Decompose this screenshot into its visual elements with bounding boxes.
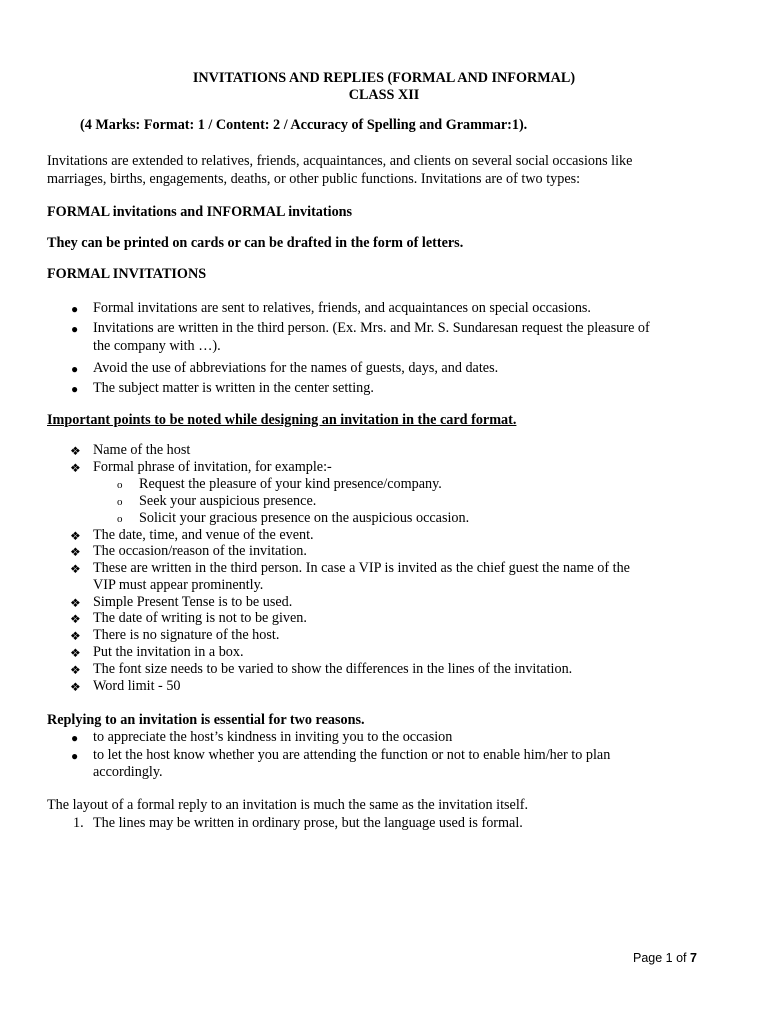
- list-item: The occasion/reason of the invitation.: [93, 543, 307, 559]
- sub-list-item: Seek your auspicious presence.: [139, 493, 317, 509]
- list-item: VIP must appear prominently.: [93, 577, 264, 593]
- list-item: Simple Present Tense is to be used.: [93, 594, 293, 610]
- list-item: The font size needs to be varied to show the differences in the lines of the invitation.: [93, 661, 573, 677]
- list-item: The subject matter is written in the center setting.: [93, 380, 374, 396]
- circle-bullet-icon: o: [117, 479, 123, 491]
- list-item: Name of the host: [93, 442, 191, 458]
- marks-line: (4 Marks: Format: 1 / Content: 2 / Accuracy of Spelling and Grammar:1).: [80, 117, 528, 133]
- bullet-icon: ●: [71, 322, 79, 336]
- bullet-icon: ●: [71, 731, 79, 745]
- class-subtitle: CLASS XII: [348, 87, 420, 103]
- formal-heading: FORMAL INVITATIONS: [47, 266, 207, 282]
- diamond-bullet-icon: ❖: [70, 529, 81, 543]
- page-number: [633, 951, 697, 965]
- list-item: Word limit - 50: [93, 678, 181, 694]
- list-item: Put the invitation in a box.: [93, 644, 244, 660]
- document-title: INVITATIONS AND REPLIES (FORMAL AND INFORMAL): [192, 70, 576, 86]
- bullet-icon: ●: [71, 362, 79, 376]
- list-item: Invitations are written in the third person. (Ex. Mrs. and Mr. S. Sundaresan request the pleasure of: [93, 320, 650, 336]
- sub-list-item: Request the pleasure of your kind presence/company.: [139, 476, 442, 492]
- printed-heading: They can be printed on cards or can be drafted in the form of letters.: [47, 235, 464, 251]
- circle-bullet-icon: o: [117, 513, 123, 525]
- layout-paragraph: The layout of a formal reply to an invitation is much the same as the invitation itself.: [47, 797, 529, 813]
- list-item: accordingly.: [93, 764, 163, 780]
- diamond-bullet-icon: ❖: [70, 646, 81, 660]
- list-item: The date, time, and venue of the event.: [93, 527, 314, 543]
- list-number: 1.: [73, 815, 84, 831]
- intro-line: marriages, births, engagements, deaths, or other public functions. Invitations are of two types:: [47, 171, 581, 187]
- diamond-bullet-icon: ❖: [70, 663, 81, 677]
- list-item: to appreciate the host’s kindness in inviting you to the occasion: [93, 729, 453, 745]
- list-item: Formal invitations are sent to relatives, friends, and acquaintances on special occasions.: [93, 300, 591, 316]
- diamond-bullet-icon: ❖: [70, 680, 81, 694]
- diamond-bullet-icon: ❖: [70, 444, 81, 458]
- diamond-bullet-icon: ❖: [70, 461, 81, 475]
- bullet-icon: ●: [71, 382, 79, 396]
- bullet-icon: ●: [71, 749, 79, 763]
- list-item: The date of writing is not to be given.: [93, 610, 307, 626]
- numbered-item: The lines may be written in ordinary prose, but the language used is formal.: [93, 815, 523, 831]
- reply-heading: Replying to an invitation is essential for two reasons.: [47, 712, 365, 728]
- sub-list-item: Solicit your gracious presence on the auspicious occasion.: [139, 510, 470, 526]
- list-item: These are written in the third person. In case a VIP is invited as the chief guest the name of the: [93, 560, 630, 576]
- diamond-bullet-icon: ❖: [70, 596, 81, 610]
- types-heading: FORMAL invitations and INFORMAL invitations: [47, 204, 353, 220]
- card-format-heading: Important points to be noted while designing an invitation in the card format.: [47, 412, 517, 428]
- list-item: to let the host know whether you are attending the function or not to enable him/her to plan: [93, 747, 611, 763]
- circle-bullet-icon: o: [117, 496, 123, 508]
- list-item: There is no signature of the host.: [93, 627, 280, 643]
- page-total: 7: [690, 951, 697, 965]
- diamond-bullet-icon: ❖: [70, 612, 81, 626]
- diamond-bullet-icon: ❖: [70, 545, 81, 559]
- page-label: Page 1 of: [633, 951, 690, 965]
- diamond-bullet-icon: ❖: [70, 629, 81, 643]
- bullet-icon: ●: [71, 302, 79, 316]
- list-item: the company with …).: [93, 338, 221, 354]
- list-item: Avoid the use of abbreviations for the names of guests, days, and dates.: [93, 360, 499, 376]
- intro-line: Invitations are extended to relatives, friends, acquaintances, and clients on several social occasions like: [47, 153, 633, 169]
- diamond-bullet-icon: ❖: [70, 562, 81, 576]
- list-item: Formal phrase of invitation, for example:-: [93, 459, 332, 475]
